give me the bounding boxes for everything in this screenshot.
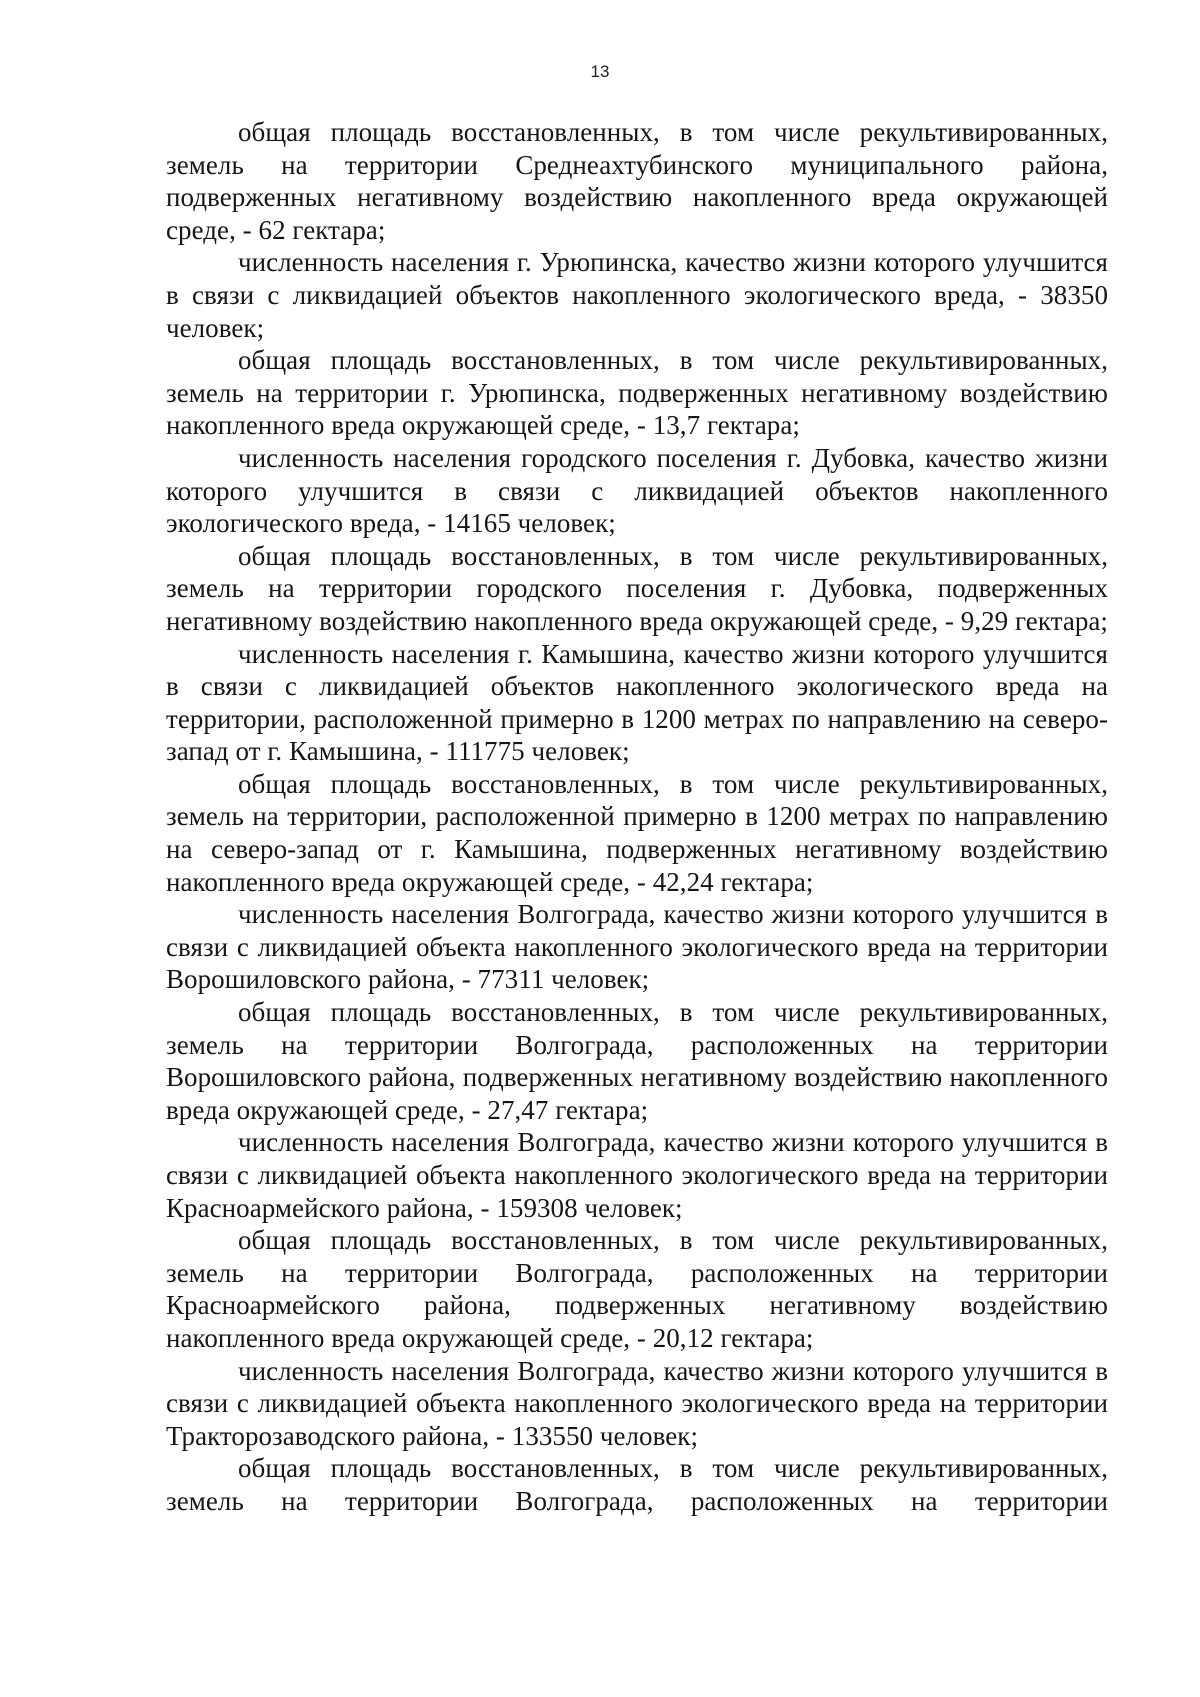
paragraph: численность населения Волгограда, качество жизни которого улучшится в связи с ликвидацией объекта накопленного экологического вреда на территории Ворошиловского района, - 77311 человек; xyxy=(166,899,1108,995)
paragraph: численность населения городского поселения г. Дубовка, качество жизни которого улучшится в связи с ликвидацией объектов накопленного экологического вреда, - 14165 человек; xyxy=(166,442,1108,539)
document-body xyxy=(166,116,1108,1518)
paragraph: численность населения Волгограда, качество жизни которого улучшится в связи с ликвидацией объекта накопленного экологического вреда на территории Тракторозаводского района, - 133550 человек; xyxy=(166,1355,1108,1451)
paragraph: общая площадь восстановленных, в том числе рекультивированных, земель на территории Волгограда, расположенных на территории Ворошиловского района, подверженных негативному воздействию накопленного вреда окружающей среде, - 27,47 гектара; xyxy=(166,997,1108,1125)
paragraph: общая площадь восстановленных, в том числе рекультивированных, земель на территории, расположенной примерно в 1200 метрах по направлению на северо-запад от г. Камышина, подверженных негативному воздействию накопленного вреда окружающей среде, - 42,24 гектара; xyxy=(166,768,1108,897)
paragraph: общая площадь восстановленных, в том числе рекультивированных, земель на территории городского поселения г. Дубовка, подверженных негативному воздействию накопленного вреда окружающей среде, - 9,29 гектара; xyxy=(166,540,1108,636)
paragraph: численность населения г. Камышина, качество жизни которого улучшится в связи с ликвидацией объектов накопленного экологического вреда на территории, расположенной примерно в 1200 метрах по направлению на северо-запад от г. Камышина, - 111775 человек; xyxy=(166,638,1108,767)
paragraph: численность населения Волгограда, качество жизни которого улучшится в связи с ликвидацией объекта накопленного экологического вреда на территории Красноармейского района, - 159308 человек; xyxy=(166,1127,1108,1223)
paragraph: общая площадь восстановленных, в том числе рекультивированных, земель на территории Среднеахтубинского муниципального района, подверженных негативному воздействию накопленного вреда окружающей среде, - 62 гектара; xyxy=(166,117,1108,245)
paragraph: общая площадь восстановленных, в том числе рекультивированных, земель на территории Волгограда, расположенных на территории Красноармейского района, подверженных негативному воздействию накопленного вреда окружающей среде, - 20,12 гектара; xyxy=(166,1225,1108,1353)
page-number: 13 xyxy=(590,62,610,81)
paragraph: численность населения г. Урюпинска, качество жизни которого улучшится в связи с ликвидацией объектов накопленного экологического вреда, - 38350 человек; xyxy=(166,247,1108,343)
paragraph: общая площадь восстановленных, в том числе рекультивированных, земель на территории г. Урюпинска, подверженных негативному воздействию накопленного вреда окружающей среде, - 13,7 гектара; xyxy=(166,345,1108,441)
paragraph: общая площадь восстановленных, в том числе рекультивированных, земель на территории Волгограда, расположенных на территории xyxy=(166,1453,1108,1516)
